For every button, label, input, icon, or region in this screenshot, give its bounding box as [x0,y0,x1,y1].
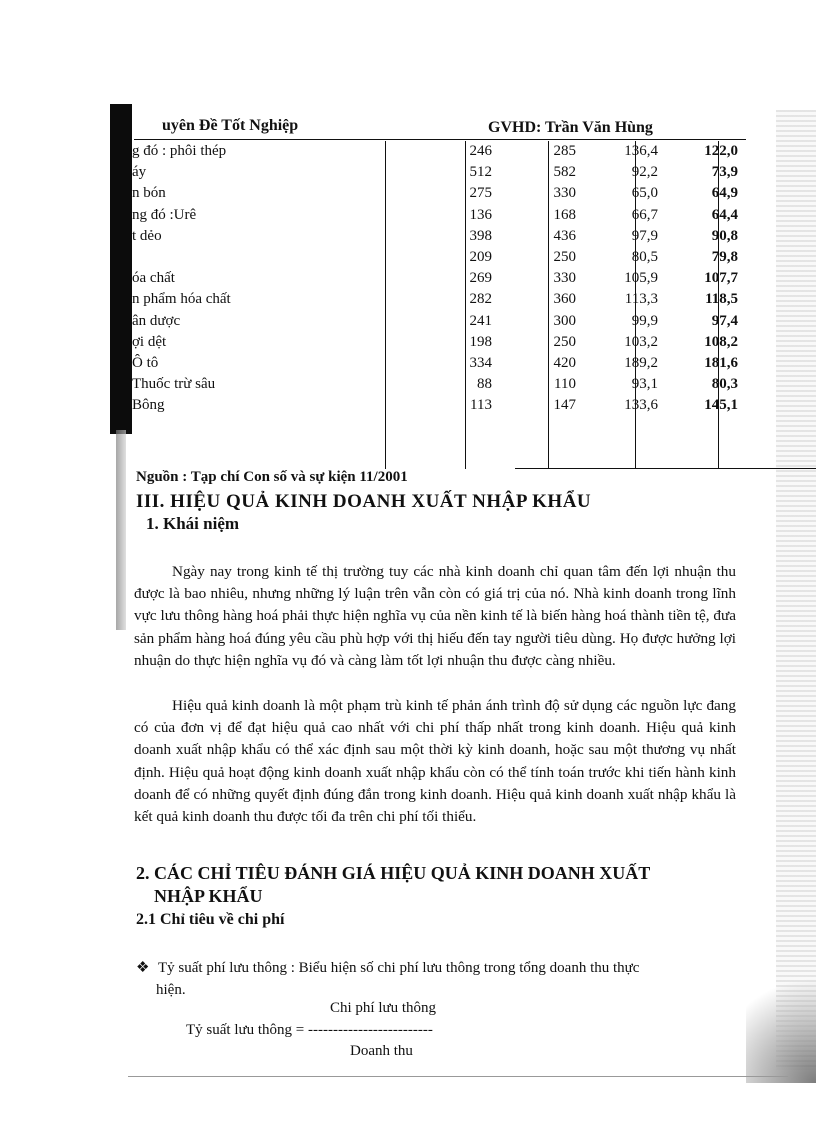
row-label: n bón [132,185,166,202]
table-row [130,185,738,206]
section-heading: III. HIỆU QUẢ KINH DOANH XUẤT NHẬP KHẨU [136,491,592,512]
header-rule [134,139,746,140]
cell-value: 209 [469,249,492,265]
cell-value: 73,9 [711,164,738,181]
cell-value: 97,9 [631,227,658,244]
cell-value: 88 [477,376,492,393]
cell-value: 330 [553,270,576,287]
cell-value: 250 [553,333,576,350]
cell-value: 398 [469,227,492,244]
heading-criteria-line2: NHẬP KHẨU [154,886,263,906]
table-row [130,206,738,228]
heading-criteria [136,862,650,908]
cell-value: 275 [469,185,492,202]
cell-value: 110 [554,376,576,393]
page-header [134,117,744,139]
heading-cost-criteria: 2.1 Chỉ tiêu về chi phí [136,911,285,928]
cell-value: 181,6 [704,355,738,371]
cell-value: 103,2 [624,333,658,350]
formula-numerator: Chi phí lưu thông [330,1000,437,1016]
cell-value: 93,1 [631,376,658,393]
cell-value: 80,5 [631,249,658,265]
cell-value: 330 [553,185,576,202]
cell-value: 79,8 [711,249,738,265]
cell-value: 99,9 [631,312,658,329]
cell-value: 92,2 [631,164,658,181]
cell-value: 420 [553,355,576,371]
row-label: t dẻo [132,227,162,244]
cell-value: 108,2 [704,333,738,350]
paragraph [134,561,736,672]
cell-value: 300 [553,312,576,329]
table-row [130,249,738,270]
row-label: g đó : phôi thép [132,143,227,159]
cell-value: 122,0 [704,143,738,159]
formula-lhs: Tỷ suất lưu thông = ------------------------- [186,1022,433,1038]
cell-value: 113,3 [624,291,658,308]
row-label: n phẩm hóa chất [132,291,231,308]
header-supervisor: GVHD: Trần Văn Hùng [488,119,653,136]
cell-value: 269 [469,270,492,287]
header-title: uyên Đề Tốt Nghiệp [162,117,299,134]
scan-edge-shadow-faint [116,430,126,630]
row-label: ng đó :Urê [132,206,197,223]
cell-value: 64,9 [711,185,738,202]
cell-value: 113 [470,397,492,414]
heading-criteria-line1: 2. CÁC CHỈ TIÊU ĐÁNH GIÁ HIỆU QUẢ KINH DOANH XUẤT [136,863,651,883]
cell-value: 246 [469,143,492,159]
cell-value: 198 [469,333,492,350]
row-label: Thuốc trừ sâu [132,376,216,393]
cell-value: 136,4 [624,143,658,159]
cell-value: 90,8 [711,227,738,244]
subsection-heading: 1. Khái niệm [146,514,240,533]
scan-edge-shadow [110,104,132,434]
row-label: Bông [132,397,165,414]
cell-value: 285 [553,143,576,159]
cell-value: 136 [469,206,492,223]
table-row [130,270,738,291]
diamond-bullet-icon: ❖ [136,960,150,976]
table-row [130,227,738,249]
cell-value: 118,5 [705,291,738,308]
row-label: áy [132,164,147,181]
table-row [130,376,738,397]
cell-value: 241 [469,312,492,329]
cell-value: 512 [469,164,492,181]
cell-value: 105,9 [624,270,658,287]
cell-value: 65,0 [631,185,658,202]
formula-denominator: Doanh thu [350,1043,413,1059]
row-label: ợi dệt [132,333,167,350]
table-source: Nguồn : Tạp chí Con số và sự kiện 11/2001 [136,469,408,485]
table-row [130,291,738,312]
cell-value: 80,3 [711,376,738,393]
cell-value: 147 [553,397,576,414]
paragraph-text: Hiệu quả kinh doanh là một phạm trù kinh tế phản ánh trình độ sử dụng các nguồn lực đang có của đơn vị để đạt hiệu quả cao nhất với chi phí thấp nhất trong kinh doanh. Hiệu quả kinh doanh xuất nhập khẩu có thể xác định sau một thời kỳ kinh doanh, hoặc sau một thương vụ nhất định. Hiệu quả hoạt động kinh doanh xuất nhập khẩu còn có thể tính toán trước khi tiến hành kinh doanh để có những quyết định đúng đắn trong kinh doanh. Hiệu quả kinh doanh xuất nhập khẩu là kết quả kinh doanh thu được tối đa trên chi phí tối thiểu. [134,697,736,826]
table-row [130,164,738,185]
paragraph [134,695,736,828]
cell-value: 133,6 [624,397,658,414]
scan-noise-corner [746,973,816,1083]
cell-value: 250 [553,249,576,265]
cell-value: 97,4 [711,312,738,329]
bullet-text-continuation: hiện. [156,982,186,998]
cell-value: 189,2 [624,355,658,371]
paragraph-text: Ngày nay trong kinh tế thị trường tuy các nhà kinh doanh chỉ quan tâm đến lợi nhuận thu được là bao nhiêu, nhưng những lý luận trên vẫn còn có giá trị của nó. Nhà kinh doanh trong lĩnh vực lưu thông hàng hoá phải thực hiện nghĩa vụ của nền kinh tế là biến hàng hoá thành tiền tệ, đưa sản phẩm hàng hoá đúng yêu cầu phù hợp với thị hiếu đến tay người tiêu dùng. Họ được hưởng lợi nhuận do thực hiện nghĩa vụ đó và càng làm tốt lợi nhuận thu được càng nhiều. [134,563,736,669]
cell-value: 66,7 [631,206,658,223]
cell-value: 64,4 [711,206,738,223]
row-label: óa chất [132,270,175,287]
row-label: ân dược [132,312,181,329]
cell-value: 282 [469,291,492,308]
table-row [130,397,738,418]
cell-value: 582 [553,164,576,181]
table-row [130,143,738,164]
cell-value: 145,1 [704,397,738,414]
cell-value: 436 [553,227,576,244]
cell-value: 107,7 [704,270,738,287]
footer-rule [128,1076,788,1077]
bullet-text: Tỷ suất phí lưu thông : Biểu hiện số chi phí lưu thông trong tổng doanh thu thực [158,960,640,976]
table-bottom-rule [515,468,816,469]
table-row [130,355,738,376]
table-row [130,333,738,355]
cell-value: 334 [469,355,492,371]
row-label: Ô tô [132,355,159,371]
bullet-item [136,957,736,1001]
cell-value: 168 [553,206,576,223]
scan-noise-right [776,110,816,1070]
table-row [130,312,738,334]
cell-value: 360 [553,291,576,308]
statistics-table [130,141,738,469]
